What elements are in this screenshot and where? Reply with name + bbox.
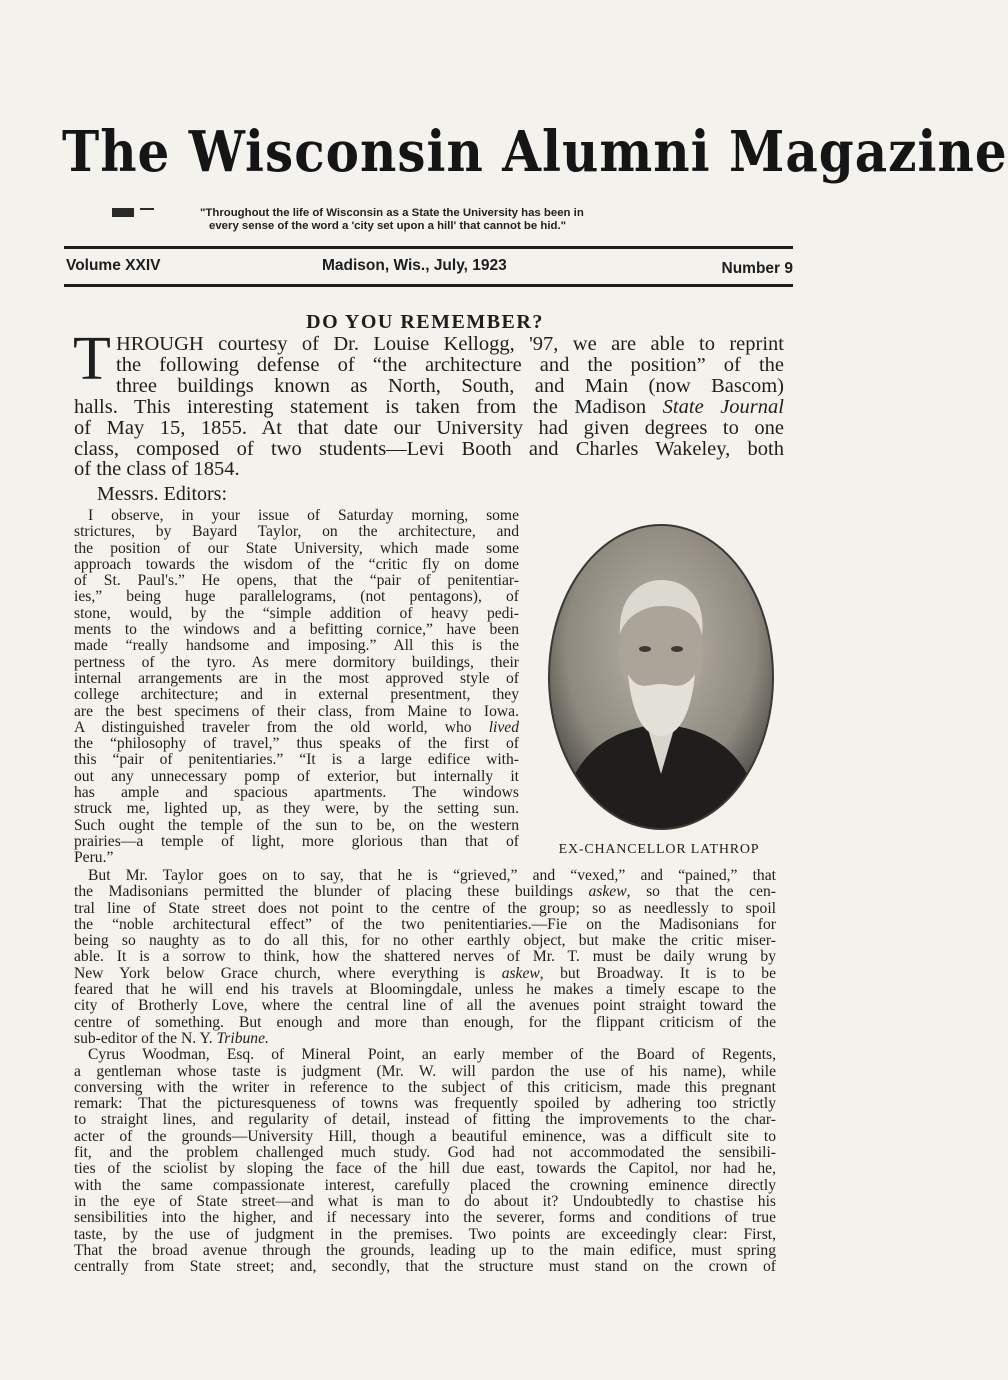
issue-volume: Volume XXIV — [66, 257, 161, 274]
text-line: a gentleman whose taste is judgment (Mr. W. will pardon the use of his name), while — [74, 1062, 776, 1080]
text-line: has ample and spacious apartments. The windows — [74, 784, 519, 802]
text-line: internal arrangements are in the most approved style of — [74, 669, 519, 687]
text-line: to straight lines, and regularity of detail, instead of fitting the improvements to the char- — [74, 1111, 776, 1129]
text-line: of St. Paul's.” He opens, that the “pair of penitentiar- — [74, 572, 519, 590]
text-line: Such ought the temple of the sun to be, on the western — [74, 816, 519, 834]
text-line: are the best specimens of their class, from Maine to Iowa. — [74, 702, 519, 720]
intro-line: of the class of 1854. — [74, 458, 240, 481]
text-line: prairies—a temple of light, more glorious than that of — [74, 832, 519, 850]
letter-paragraph-1 — [74, 508, 519, 867]
issue-info-bar — [64, 254, 793, 280]
text-line: college architecture; and in external presentment, they — [74, 686, 519, 704]
text-line: ies,” being huge parallelograms, (not pentagons), of — [74, 588, 519, 606]
text-line: I observe, in your issue of Saturday morning, some — [88, 507, 519, 524]
text-line: taste, by the use of judgment in the premises. Two points are exceedingly clear: First, — [74, 1225, 776, 1243]
issue-number: Number 9 — [721, 260, 793, 277]
text-line: able. It is a sorrow to think, how the shattered nerves of Mr. T. must be daily wrung by — [74, 948, 776, 966]
printer-mark — [112, 208, 134, 217]
intro-line: halls. This interesting statement is taken from the Madison State Journal — [74, 395, 784, 418]
salutation: Messrs. Editors: — [97, 483, 227, 505]
text-line: Cyrus Woodman, Esq. of Mineral Point, an early member of the Board of Regents, — [88, 1046, 776, 1064]
text-line: with the same compassionate interest, carefully placed the crowning eminence directly — [74, 1176, 776, 1194]
motto-line-2: every sense of the word a 'city set upon a hill' that cannot be hid." — [209, 220, 567, 232]
text-line: this “pair of penitentiaries.” “It is a large edifice with- — [74, 751, 519, 769]
text-line: the “philosophy of travel,” thus speaks of the first of — [74, 735, 519, 753]
text-line: city of Brotherly Love, where the central line of all the avenues point straight toward the — [74, 997, 776, 1015]
text-line: A distinguished traveler from the old world, who lived — [74, 718, 519, 736]
text-line: remark: That the picturesqueness of towns was frequently spoiled by adhering too strictly — [74, 1095, 776, 1113]
text-line: in the eye of State street—and what is man to do about it? Undoubtedly to chastise his — [74, 1192, 776, 1210]
text-line: sensibilities into the higher, and if necessary into the severer, forms and conditions of true — [74, 1209, 776, 1227]
text-line: That the broad avenue through the grounds, leading up to the main edifice, must spring — [74, 1241, 776, 1259]
portrait-photo — [548, 524, 774, 830]
text-line: sub-editor of the N. Y. Tribune. — [74, 1029, 269, 1047]
text-line: New York below Grace church, where everything is askew, but Broadway. It is to be — [74, 964, 776, 982]
text-line: stone, would, by the “simple addition of heavy pedi- — [74, 604, 519, 622]
intro-line: class, composed of two students—Levi Booth and Charles Wakeley, both — [74, 437, 784, 460]
text-line: Peru.” — [74, 849, 114, 867]
letter-paragraph-2 — [74, 868, 776, 1275]
motto-line-1: "Throughout the life of Wisconsin as a State the University has been in — [200, 207, 584, 219]
text-line: out any unnecessary pomp of exterior, but internally it — [74, 767, 519, 785]
text-line: feared that he will end his travels at Bloomingdale, unless he makes a timely escape to the — [74, 981, 776, 999]
text-line: approach towards the wisdom of the “critic fly on dome — [74, 555, 519, 573]
text-line: the Madisonians permitted the blunder of placing these buildings askew, so that the cen- — [74, 883, 776, 901]
text-line: centre of something. But enough and more than enough, for the flippant criticism of the — [74, 1013, 776, 1031]
masthead-title: The Wisconsin Alumni Magazine — [62, 118, 1008, 185]
intro-line: three buildings known as North, South, and Main (now Bascom) — [116, 374, 784, 397]
text-line: tral line of State street does not point to the centre of the group; so as needlessly to spoil — [74, 899, 776, 917]
text-line: the position of our State University, which made some — [74, 539, 519, 557]
intro-italic: State Journal — [662, 395, 784, 418]
text-line: acter of the grounds—University Hill, though a beautiful eminence, was a difficult site to — [74, 1127, 776, 1145]
text-line: the “noble architectural effect” of the two penitentiaries.—Fie on the Madisonians for — [74, 915, 776, 933]
text-line: centrally from State street; and, secondly, that the structure must stand on the crown of — [74, 1258, 776, 1276]
article-headline: DO YOU REMEMBER? — [306, 311, 544, 333]
intro-line: of May 15, 1855. At that date our University had given degrees to one — [74, 416, 784, 439]
text-line: being so naughty as to do all this, for no other earthly object, but make the critic miser- — [74, 932, 776, 950]
text-line: conversing with the writer in reference to the subject of this criticism, made this pregnant — [74, 1078, 776, 1096]
intro-paragraph — [74, 334, 784, 480]
intro-line: the following defense of “the architecture and the position” of the — [116, 353, 784, 376]
text-line: pertness of the tyro. As mere dormitory buildings, their — [74, 653, 519, 671]
issue-place-date: Madison, Wis., July, 1923 — [322, 257, 507, 274]
portrait-caption: EX-CHANCELLOR LATHROP — [558, 842, 760, 857]
italic-lived: lived — [488, 718, 519, 736]
italic-tribune: Tribune. — [216, 1029, 269, 1047]
masthead-motto — [200, 207, 680, 233]
text-line: struck me, lighted up, as they were, by the setting sun. — [74, 800, 519, 818]
issue-rule-top — [64, 246, 793, 249]
text-line: fit, and the problem challenged much study. God had not accommodated the sensibili- — [74, 1144, 776, 1162]
printer-mark-rule — [140, 208, 154, 210]
intro-line: HROUGH courtesy of Dr. Louise Kellogg, '97, we are able to reprint — [116, 333, 784, 355]
italic-askew-2: askew — [501, 964, 540, 982]
text-line: strictures, by Bayard Taylor, on the architecture, and — [74, 523, 519, 541]
text-line: made “really handsome and imposing.” All this is the — [74, 637, 519, 655]
drop-cap: T — [73, 325, 111, 393]
issue-rule-bottom — [64, 284, 793, 287]
text-line: But Mr. Taylor goes on to say, that he is “grieved,” and “vexed,” and “pained,” that — [88, 867, 776, 884]
text-line: ments to the windows and a befitting cornice,” have been — [74, 621, 519, 639]
text-line: ties of the sciolist by sloping the face of the hill due east, towards the Capitol, nor had he, — [74, 1160, 776, 1178]
italic-askew: askew — [588, 883, 627, 901]
